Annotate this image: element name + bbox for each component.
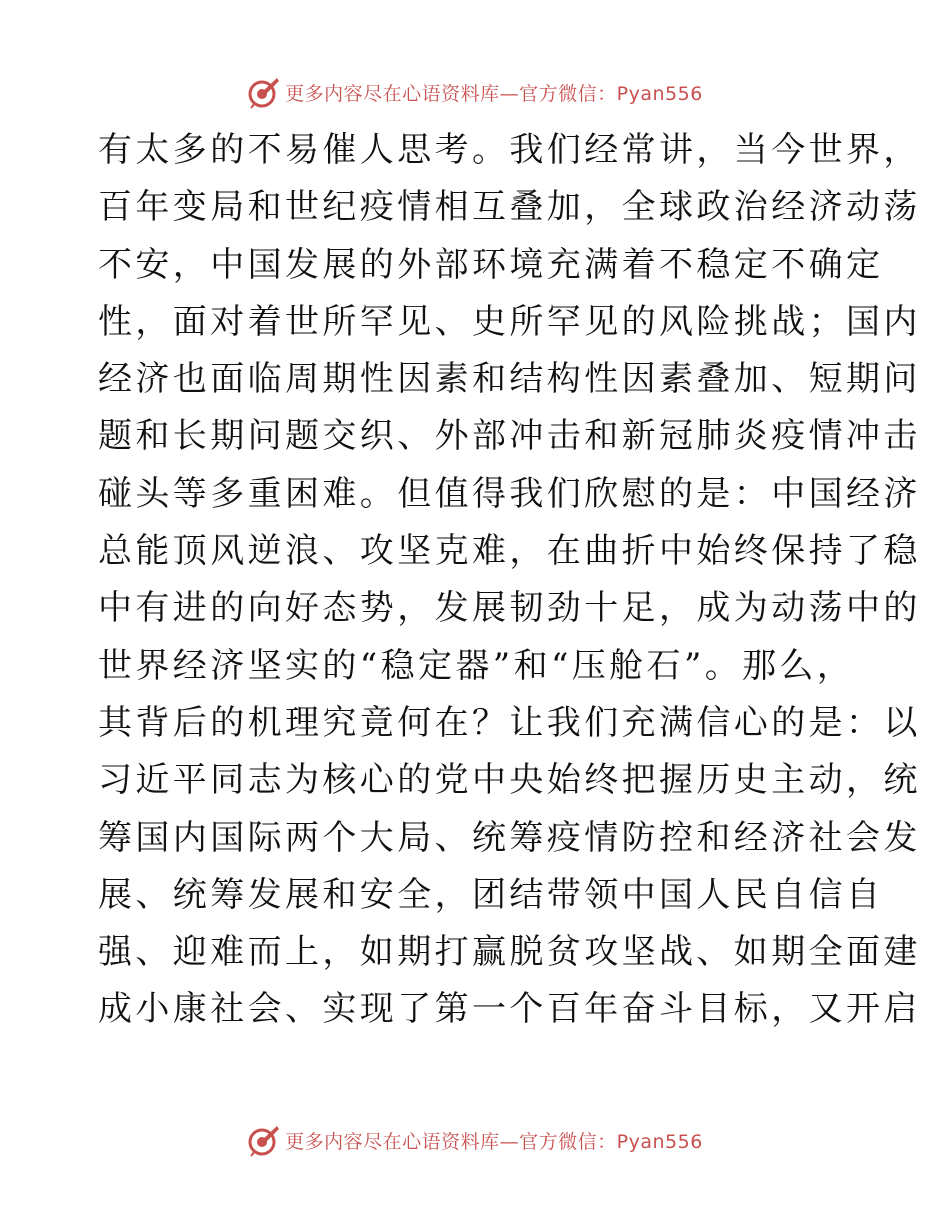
header-banner: [0, 72, 950, 112]
footer-wechat-id: Pyan556: [616, 1130, 703, 1153]
document-body: [98, 122, 921, 1039]
footer-brand-label: 更多内容尽在心语资料库—官方微信：: [285, 1130, 617, 1153]
body-line: 有太多的不易催人思考。我们经常讲，当今世界，: [98, 130, 921, 170]
body-line: 习近平同志为核心的党中央始终把握历史主动，统: [98, 760, 921, 801]
body-line: 世界经济坚实的“稳定器”和“压舱石”。那么，: [98, 645, 855, 686]
brand-logo-icon: [247, 1123, 281, 1157]
body-line: 碰头等多重困难。但值得我们欣慰的是：中国经济: [98, 473, 921, 514]
header-wechat-id: Pyan556: [616, 82, 703, 105]
header-brand-text: [285, 79, 703, 106]
body-line: 性，面对着世所罕见、史所罕见的风险挑战；国内: [98, 301, 921, 342]
footer-banner: [0, 1120, 950, 1160]
body-line: 中有进的向好态势，发展韧劲十足，成为动荡中的: [98, 588, 921, 629]
body-line: 百年变局和世纪疫情相互叠加，全球政治经济动荡: [98, 187, 921, 228]
brand-logo-icon: [247, 75, 281, 109]
body-line: 不安，中国发展的外部环境充满着不稳定不确定: [98, 244, 884, 285]
body-line: 其背后的机理究竟何在？让我们充满信心的是：以: [98, 702, 921, 743]
body-line: 筹国内国际两个大局、统筹疫情防控和经济社会发: [98, 817, 921, 858]
body-line: 经济也面临周期性因素和结构性因素叠加、短期问: [98, 359, 921, 400]
body-line: 强、迎难而上，如期打赢脱贫攻坚战、如期全面建: [98, 932, 921, 973]
body-line: 总能顶风逆浪、攻坚克难，在曲折中始终保持了稳: [98, 531, 921, 572]
body-line: 成小康社会、实现了第一个百年奋斗目标，又开启: [98, 989, 921, 1030]
body-line: 展、统筹发展和安全，团结带领中国人民自信自: [98, 874, 884, 915]
footer-brand-text: [285, 1127, 703, 1154]
header-brand-label: 更多内容尽在心语资料库—官方微信：: [285, 82, 617, 105]
body-line: 题和长期问题交织、外部冲击和新冠肺炎疫情冲击: [98, 416, 921, 457]
